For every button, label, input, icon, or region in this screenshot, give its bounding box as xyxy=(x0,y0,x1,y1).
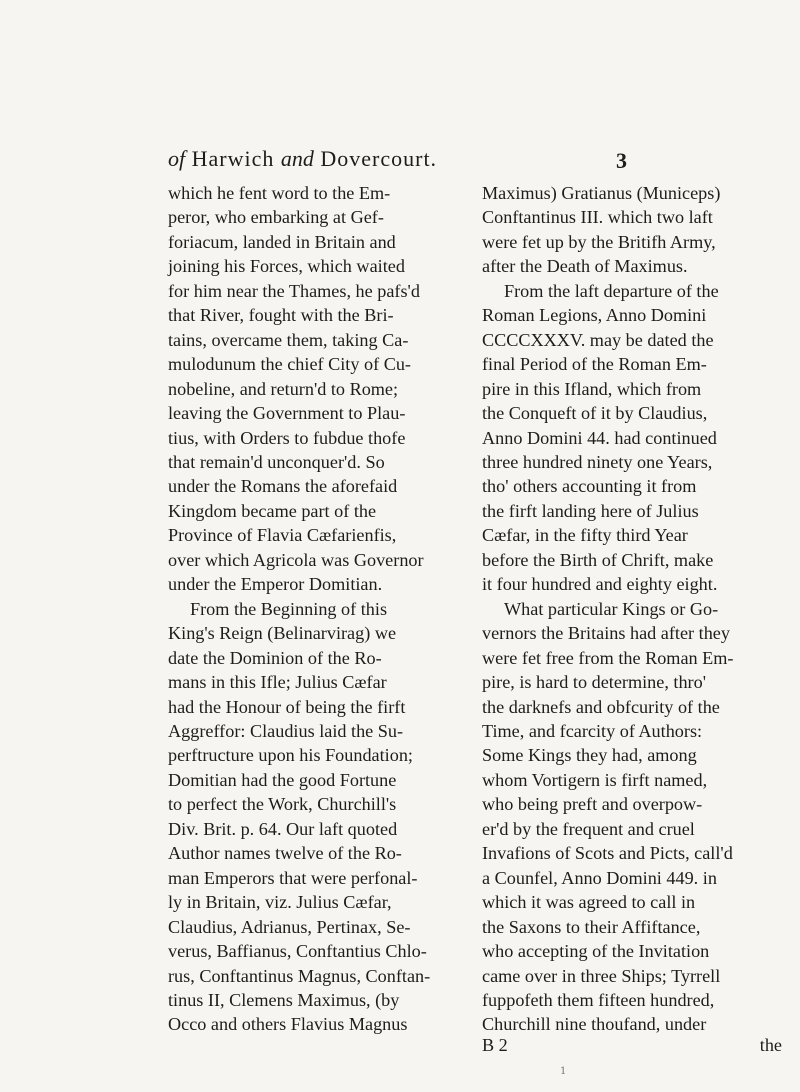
text-line: Div. Brit. p. 64. Our laft quoted xyxy=(168,818,398,839)
text-line: a Counfel, Anno Domini 449. in xyxy=(482,867,717,888)
header-town-2: Dovercourt. xyxy=(320,146,438,171)
text-line: over which Agricola was Governor xyxy=(168,549,424,570)
text-line: the Conqueft of it by Claudius, xyxy=(482,403,708,424)
text-line: Occo and others Flavius Magnus xyxy=(168,1014,408,1035)
text-line: CCCCXXXV. may be dated the xyxy=(482,329,714,350)
text-line: Province of Flavia Cæfarienfis, xyxy=(168,525,397,546)
text-line: Anno Domini 44. had continued xyxy=(482,427,717,448)
text-line: whom Vortigern is firft named, xyxy=(482,769,708,790)
text-line: tho' others accounting it from xyxy=(482,476,697,497)
text-line: nobeline, and return'd to Rome; xyxy=(168,378,399,399)
text-line: Author names twelve of the Ro- xyxy=(168,843,402,864)
text-line: Cæfar, in the fifty third Year xyxy=(482,525,688,546)
text-line: What particular Kings or Go- xyxy=(504,598,719,619)
text-line: From the laft departure of the xyxy=(504,280,719,301)
text-line: under the Emperor Domitian. xyxy=(168,574,383,595)
text-line: Maximus) Gratianus (Municeps) xyxy=(482,183,721,203)
text-line: Claudius, Adrianus, Pertinax, Se- xyxy=(168,916,411,937)
text-line: were fet up by the Britifh Army, xyxy=(482,231,716,252)
text-line: Aggreffor: Claudius laid the Su- xyxy=(168,720,404,741)
text-line: under the Romans the aforefaid xyxy=(168,476,398,497)
text-line: pire in this Ifland, which from xyxy=(482,378,702,399)
text-line: the firft landing here of Julius xyxy=(482,500,699,521)
text-line: which it was agreed to call in xyxy=(482,892,696,913)
text-line: final Period of the Roman Em- xyxy=(482,354,707,375)
running-title xyxy=(168,146,437,172)
catchword: the xyxy=(759,1035,782,1055)
text-line: verus, Baffianus, Conftantius Chlo- xyxy=(168,941,427,962)
text-line: tains, overcame them, taking Ca- xyxy=(168,329,409,350)
text-line: which he fent word to the Em- xyxy=(168,183,391,203)
text-line: that remain'd unconquer'd. So xyxy=(168,451,385,472)
text-line: Some Kings they had, among xyxy=(482,745,697,766)
page-number: 3 xyxy=(616,148,628,173)
text-line: it four hundred and eighty eight. xyxy=(482,574,718,595)
text-line: rus, Conftantinus Magnus, Conftan- xyxy=(168,965,431,986)
text-line: Kingdom became part of the xyxy=(168,500,377,521)
text-line: after the Death of Maximus. xyxy=(482,256,688,277)
text-line: leaving the Government to Plau- xyxy=(168,403,406,424)
text-line: mans in this Ifle; Julius Cæfar xyxy=(168,672,387,693)
header-town-1: Harwich xyxy=(191,146,275,171)
text-line: were fet free from the Roman Em- xyxy=(482,647,734,668)
text-line: perftructure upon his Foundation; xyxy=(168,745,413,766)
text-line: to perfect the Work, Churchill's xyxy=(168,794,397,815)
header-prefix: of xyxy=(168,146,186,171)
running-header xyxy=(168,146,628,186)
text-line: Invafions of Scots and Picts, call'd xyxy=(482,843,733,864)
text-line: for him near the Thames, he pafs'd xyxy=(168,280,420,301)
text-line: had the Honour of being the firft xyxy=(168,696,406,717)
text-line: tinus II, Clemens Maximus, (by xyxy=(168,989,400,1010)
text-line: King's Reign (Belinarvirag) we xyxy=(168,623,397,644)
text-line: peror, who embarking at Gef- xyxy=(168,207,384,228)
text-line: foriacum, landed in Britain and xyxy=(168,231,396,252)
right-column xyxy=(482,181,782,1037)
text-line: date the Dominion of the Ro- xyxy=(168,647,382,668)
text-line: ly in Britain, viz. Julius Cæfar, xyxy=(168,892,392,913)
text-line: the Saxons to their Affiftance, xyxy=(482,916,701,937)
text-line: mulodunum the chief City of Cu- xyxy=(168,354,411,375)
header-conjunction: and xyxy=(280,146,314,171)
text-line: Domitian had the good Fortune xyxy=(168,769,397,790)
signature-mark: B 2 xyxy=(482,1035,508,1055)
stray-mark: 1 xyxy=(560,1066,567,1077)
left-column xyxy=(168,181,464,1037)
text-line: joining his Forces, which waited xyxy=(168,256,405,277)
text-line: who being preft and overpow- xyxy=(482,794,703,815)
text-line: fuppofeth them fifteen hundred, xyxy=(482,989,715,1010)
text-line: From the Beginning of this xyxy=(190,598,388,619)
text-line: Conftantinus III. which two laft xyxy=(482,207,713,228)
text-line: three hundred ninety one Years, xyxy=(482,451,713,472)
text-line: Churchill nine thoufand, under xyxy=(482,1014,707,1035)
text-line: came over in three Ships; Tyrrell xyxy=(482,965,721,986)
text-line: er'd by the frequent and cruel xyxy=(482,818,695,839)
text-line: man Emperors that were perfonal- xyxy=(168,867,418,888)
text-line: tius, with Orders to fubdue thofe xyxy=(168,427,406,448)
text-line: the darknefs and obfcurity of the xyxy=(482,696,720,717)
text-line: vernors the Britains had after they xyxy=(482,623,730,644)
text-line: Time, and fcarcity of Authors: xyxy=(482,720,703,741)
text-line: who accepting of the Invitation xyxy=(482,941,710,962)
text-line: Roman Legions, Anno Domini xyxy=(482,305,707,326)
text-line: that River, fought with the Bri- xyxy=(168,305,394,326)
text-line: before the Birth of Chrift, make xyxy=(482,549,714,570)
text-line: pire, is hard to determine, thro' xyxy=(482,672,706,693)
